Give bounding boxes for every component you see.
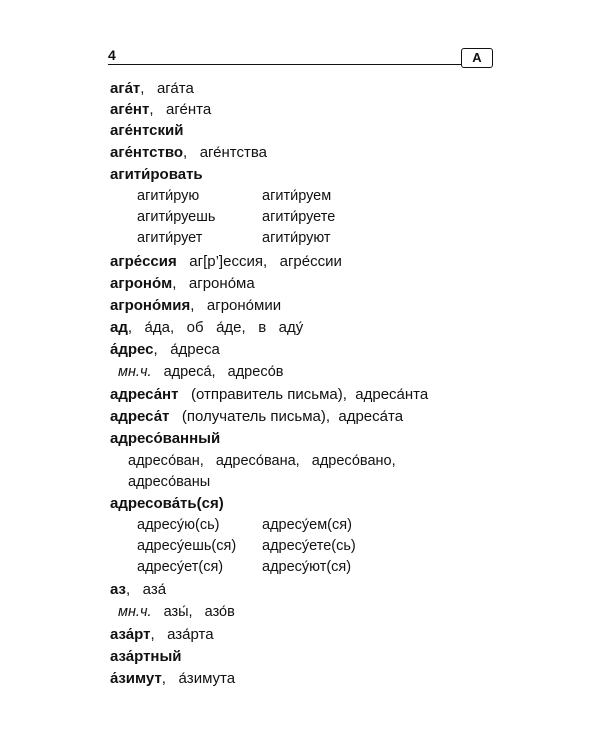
- headword: адреса́т: [110, 408, 170, 425]
- plural-note: мн.ч.: [118, 604, 152, 620]
- entry-forms: аге́нтства: [199, 144, 268, 161]
- conjugation-table-agitirovat: [137, 185, 335, 248]
- entry-agat: ага́т, ага́та: [110, 80, 194, 97]
- headword: аге́нтский: [110, 122, 184, 139]
- entry-forms: (отправитель письма), адреса́нта: [190, 386, 429, 403]
- conjugation-cell: агити́руем: [262, 187, 332, 204]
- conjugation-cell: адресу́ю(сь): [137, 516, 220, 533]
- conjugation-row: [137, 556, 356, 577]
- conjugation-cell: адресу́ет(ся): [137, 558, 224, 575]
- entry-agent: аге́нт, аге́нта: [110, 101, 212, 118]
- entry-adres-plural: [118, 363, 284, 381]
- headword: агроно́м: [110, 275, 173, 292]
- entry-agentskiy: [110, 122, 183, 140]
- conjugation-row: [137, 185, 335, 206]
- entry-agronom: агроно́м, агроно́ма: [110, 275, 255, 292]
- conjugation-cell: агити́рую: [137, 187, 200, 204]
- entry-forms: (получатель письма), адреса́та: [181, 408, 404, 425]
- conjugation-cell: агити́рует: [137, 229, 203, 246]
- entry-azartnyy: [110, 648, 182, 666]
- header-rule: [108, 64, 461, 65]
- conjugation-row: [137, 514, 356, 535]
- headword: а́зимут: [110, 670, 162, 687]
- entry-azimut: а́зимут, а́зимута: [110, 670, 236, 687]
- entry-agronomiya: агроно́мия, агроно́мии: [110, 297, 282, 314]
- headword: ад: [110, 319, 128, 336]
- conjugation-row: [137, 206, 335, 227]
- entry-az: аз, аза́: [110, 581, 167, 598]
- entry-ad: ад, а́да, об а́де, в аду́: [110, 319, 304, 336]
- headword: адресо́ванный: [110, 430, 221, 447]
- headword: ага́т: [110, 80, 141, 97]
- entry-adresat: [110, 408, 403, 426]
- entry-forms: аге́нта: [166, 101, 212, 118]
- entry-forms-line2: адресо́ваны: [128, 474, 211, 490]
- conjugation-cell: агити́руют: [262, 229, 331, 246]
- headword: аз: [110, 581, 126, 598]
- entry-agressiya: [110, 253, 342, 271]
- conjugation-cell: адресу́ешь(ся): [137, 537, 237, 554]
- conjugation-cell: адресу́ем(ся): [262, 516, 352, 533]
- entry-adres: а́дрес, а́дреса: [110, 341, 220, 358]
- page-number: 4: [108, 47, 116, 63]
- entry-forms: аза́рта: [167, 626, 214, 643]
- headword: аге́нтство: [110, 144, 184, 161]
- entry-azart: аза́рт, аза́рта: [110, 626, 214, 643]
- conjugation-cell: агити́руете: [262, 208, 336, 225]
- entry-az-plural: [118, 603, 235, 621]
- conjugation-cell: агити́руешь: [137, 208, 216, 225]
- entry-forms: а́дреса: [170, 341, 220, 358]
- headword: агити́ровать: [110, 166, 203, 183]
- entry-forms: агроно́мии: [206, 297, 282, 314]
- headword: адреса́нт: [110, 386, 179, 403]
- entry-adresovannyy: [110, 430, 220, 448]
- headword: аге́нт: [110, 101, 150, 118]
- headword: адресова́ть: [110, 495, 197, 512]
- entry-agitirovat: [110, 166, 203, 184]
- headword: агроно́мия: [110, 297, 191, 314]
- entry-forms: ага́та: [156, 80, 194, 97]
- headword: агре́ссия: [110, 253, 177, 270]
- conjugation-row: [137, 227, 335, 248]
- conjugation-table-adresovat: [137, 514, 356, 577]
- entry-forms: аг[р’]ессия, агре́ссии: [189, 253, 342, 270]
- headword-suffix: (ся): [196, 495, 224, 512]
- entry-adresant: [110, 386, 428, 404]
- entry-forms-line1: адресо́ван, адресо́вана, адресо́вано,: [128, 453, 396, 469]
- headword: а́дрес: [110, 341, 154, 358]
- conjugation-cell: адресу́ете(сь): [262, 537, 356, 554]
- entry-forms: агроно́ма: [188, 275, 255, 292]
- entry-forms: а́зимута: [178, 670, 236, 687]
- conjugation-row: [137, 535, 356, 556]
- headword: аза́рт: [110, 626, 151, 643]
- entry-adresovat: [110, 495, 224, 513]
- plural-forms: азы́, азо́в: [163, 604, 235, 620]
- section-letter-tab: А: [461, 48, 493, 68]
- entry-agentstvo: аге́нтство, аге́нтства: [110, 144, 268, 161]
- headword: аза́ртный: [110, 648, 182, 665]
- entry-forms: а́да, об а́де, в аду́: [144, 319, 304, 336]
- entry-forms: аза́: [142, 581, 167, 598]
- plural-note: мн.ч.: [118, 364, 152, 380]
- plural-forms: адреса́, адресо́в: [163, 364, 284, 380]
- conjugation-cell: адресу́ют(ся): [262, 558, 352, 575]
